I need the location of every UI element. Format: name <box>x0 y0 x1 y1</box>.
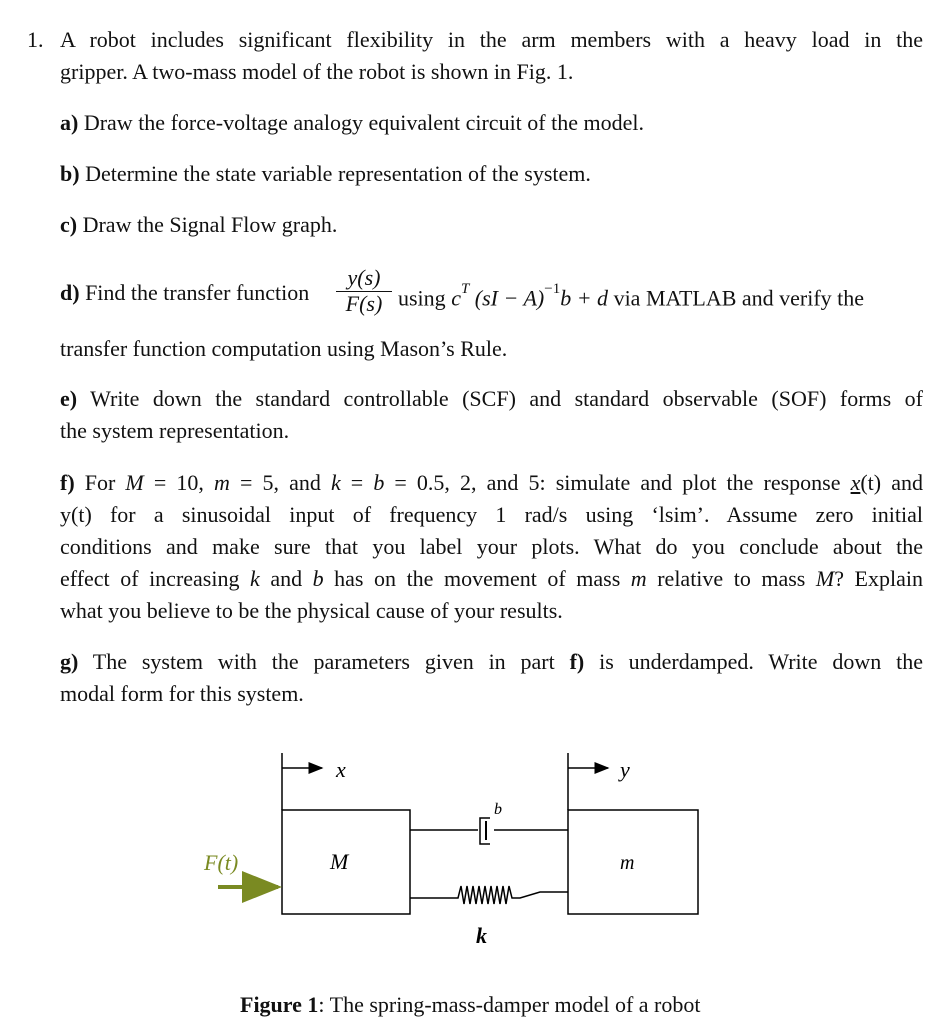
part-a-text: Draw the force-voltage analogy equivalent circuit of the model. <box>78 110 644 135</box>
part-f-l4-k: k <box>250 566 260 591</box>
part-c-label: c) <box>60 212 78 237</box>
var-M: M <box>125 470 144 495</box>
label-y: y <box>620 757 630 782</box>
part-f-l4-a: effect of increasing <box>60 566 251 591</box>
part-f-l4-b: and <box>259 566 313 591</box>
part-f-l4-c: has on the movement of mass <box>323 566 631 591</box>
part-f-l4-bvar: b <box>312 566 324 591</box>
formula-exp: −1 <box>544 281 561 297</box>
part-f-text-d: = <box>340 470 374 495</box>
label-k: k <box>476 923 487 948</box>
label-M: M <box>330 849 349 874</box>
part-f-l4-M: M <box>815 566 835 591</box>
formula-T: T <box>460 281 470 297</box>
part-g-label: g) <box>60 649 79 674</box>
formula-end: b + d <box>560 285 609 311</box>
intro-line-2: gripper. A two-mass model of the robot is shown in Fig. 1. <box>60 59 574 84</box>
part-f-text-f: and <box>881 470 923 495</box>
formula-mid: (sI − A) <box>474 285 545 311</box>
problem-number: 1. <box>27 27 44 52</box>
caption-text: : The spring-mass-damper model of a robot <box>318 992 701 1017</box>
formula-c: c <box>451 285 461 311</box>
part-a-label: a) <box>60 110 79 135</box>
part-e-label: e) <box>60 386 78 411</box>
var-x: x <box>850 470 861 495</box>
part-b-label: b) <box>60 161 80 186</box>
var-k: k <box>330 470 341 495</box>
using-word: using <box>398 285 452 311</box>
part-g-ref: f) <box>569 649 585 674</box>
part-e-line-2: the system representation. <box>60 418 290 443</box>
caption-label: Figure 1 <box>240 992 319 1017</box>
part-e-text-1: Write down the standard controllable (SCF) and standard observable (SOF) forms of <box>77 386 923 411</box>
part-f-line-3: conditions and make sure that you label your plots. What do you conclude about the <box>60 534 923 559</box>
part-f-t: (t) <box>860 470 882 495</box>
label-x: x <box>336 757 346 782</box>
label-b: b <box>494 801 502 818</box>
part-d-line-2: transfer function computation using Mason’s Rule. <box>60 336 508 361</box>
part-f-line-5: what you believe to be the physical cause of your results. <box>60 598 563 623</box>
part-d-text-after: via MATLAB and verify the <box>608 285 865 311</box>
part-d-label: d) <box>60 280 80 305</box>
part-g-line-2: modal form for this system. <box>60 681 304 706</box>
var-b: b <box>373 470 385 495</box>
figure-caption <box>240 992 700 1018</box>
part-f-l4-m: m <box>630 566 647 591</box>
part-f-text-c: = 5, and <box>229 470 331 495</box>
label-F: F(t) <box>204 850 239 875</box>
part-f-l4-e: ? Explain <box>834 566 923 591</box>
part-g-text-a: The system with the parameters given in part <box>78 649 570 674</box>
fraction-denominator: F(s) <box>345 291 383 316</box>
part-c-text: Draw the Signal Flow graph. <box>77 212 338 237</box>
part-f-text-e: = 0.5, 2, and 5: simulate and plot the response <box>384 470 851 495</box>
part-f-label: f) <box>60 470 75 495</box>
part-f-l4-d: relative to mass <box>646 566 816 591</box>
intro-line-1: A robot includes significant flexibility in the arm members with a heavy load in the <box>60 27 923 52</box>
part-f-line-2: y(t) for a sinusoidal input of frequency 1 rad/s using ‘lsim’. Assume zero initial <box>60 502 923 527</box>
part-f-text-a: For <box>74 470 126 495</box>
part-b-text: Determine the state variable representation of the system. <box>79 161 591 186</box>
var-m: m <box>213 470 230 495</box>
part-d-text-before: Find the transfer function <box>79 280 310 305</box>
label-m: m <box>620 852 635 874</box>
part-g-text-b: is underdamped. Write down the <box>584 649 923 674</box>
fraction-numerator: y(s) <box>347 265 381 290</box>
spring <box>410 886 568 904</box>
part-f-text-b: = 10, <box>143 470 214 495</box>
